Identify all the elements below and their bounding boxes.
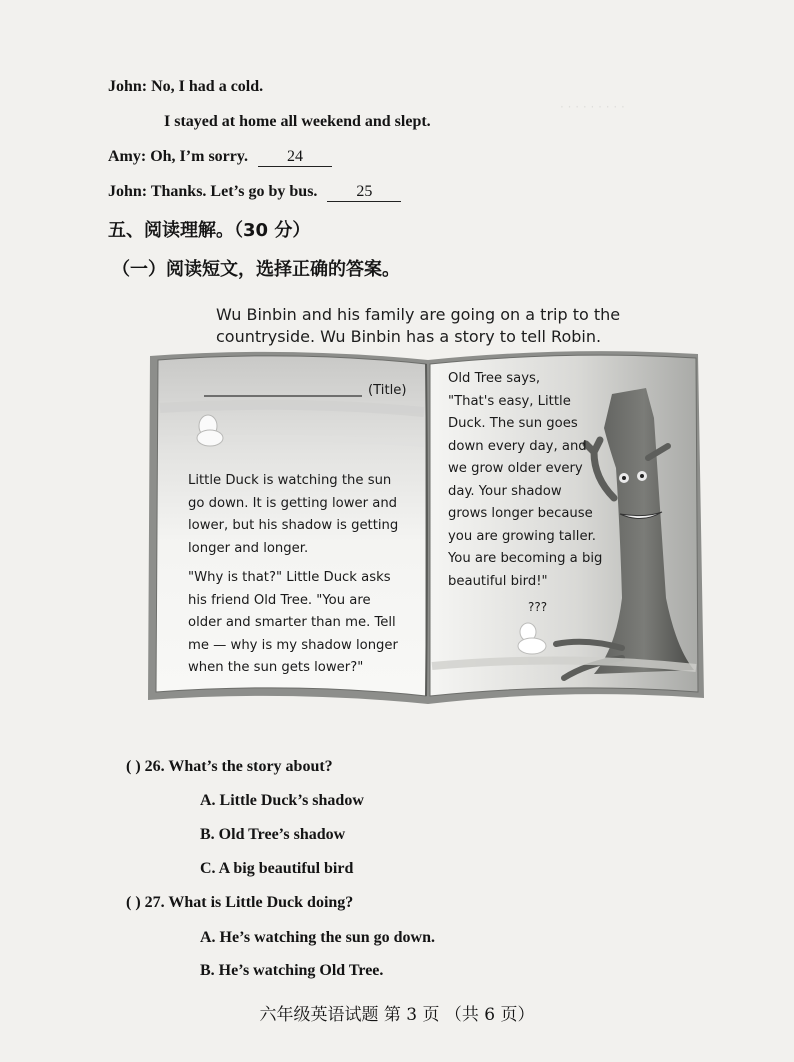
story-line: lower, but his shadow is getting	[188, 518, 399, 533]
option-26-a: A. Little Duck’s shadow	[200, 792, 364, 809]
story-line: we grow older every	[448, 461, 583, 476]
bleed-through-text: · · · · · · · · ·	[560, 100, 625, 114]
answer-blank-24[interactable]: 24	[258, 148, 332, 167]
story-line: You are becoming a big	[448, 551, 603, 566]
dialogue-line-1: John: No, I had a cold.	[108, 78, 264, 95]
story-line: his friend Old Tree. "You are	[188, 592, 371, 608]
story-line: when the sun gets lower?"	[188, 660, 364, 675]
answer-bracket-27[interactable]: ( )	[126, 894, 141, 911]
intro-line-1: Wu Binbin and his family are going on a trip to the	[216, 305, 621, 324]
answer-blank-25[interactable]: 25	[327, 183, 401, 202]
question-27-text: 27. What is Little Duck doing?	[144, 894, 354, 911]
question-27	[126, 894, 353, 912]
duck-question-marks: ???	[528, 600, 548, 614]
section-heading: 五、阅读理解。（30 分）	[108, 220, 311, 241]
story-line: Little Duck is watching the sun	[188, 473, 392, 488]
dialogue-line-2: I stayed at home all weekend and slept.	[164, 113, 431, 130]
question-26	[126, 758, 333, 776]
answer-bracket-26[interactable]: ( )	[126, 758, 141, 775]
story-line: go down. It is getting lower and	[188, 495, 398, 511]
story-line: you are growing taller.	[448, 528, 596, 544]
dialogue-line-4	[108, 183, 401, 202]
story-line: day. Your shadow	[448, 483, 562, 499]
option-26-b: B. Old Tree’s shadow	[200, 826, 346, 843]
story-line: Old Tree says,	[448, 371, 541, 386]
option-27-a: A. He’s watching the sun go down.	[200, 929, 435, 946]
dialogue-line-4-text: John: Thanks. Let’s go by bus.	[108, 183, 318, 200]
story-line: "That's easy, Little	[448, 393, 571, 409]
story-line: beautiful bird!"	[448, 573, 548, 589]
story-line: older and smarter than me. Tell	[188, 615, 396, 630]
question-26-text: 26. What’s the story about?	[144, 758, 333, 775]
dialogue-line-3	[108, 148, 332, 167]
passage-intro	[216, 304, 646, 348]
story-right-paragraph	[448, 368, 602, 593]
story-line: grows longer because	[448, 506, 593, 521]
story-line: me — why is my shadow longer	[188, 637, 398, 653]
story-left-paragraph-1	[188, 470, 398, 560]
option-27-b: B. He’s watching Old Tree.	[200, 962, 384, 979]
dialogue-line-3-text: Amy: Oh, I’m sorry.	[108, 148, 248, 165]
page-footer: 六年级英语试题 第 3 页 （共 6 页）	[259, 1005, 535, 1025]
story-title-label: (Title)	[368, 383, 407, 398]
story-line: Duck. The sun goes	[448, 416, 578, 431]
storybook-illustration	[146, 348, 706, 710]
story-left-paragraph-2	[188, 567, 398, 680]
story-line: "Why is that?" Little Duck asks	[188, 570, 391, 585]
section-subheading: （一）阅读短文，选择正确的答案。	[112, 259, 400, 280]
story-line: down every day, and	[448, 438, 587, 454]
option-26-c: C. A big beautiful bird	[200, 860, 354, 877]
story-line: longer and longer.	[188, 540, 309, 556]
intro-line-2: countryside. Wu Binbin has a story to tell Robin.	[216, 327, 602, 346]
